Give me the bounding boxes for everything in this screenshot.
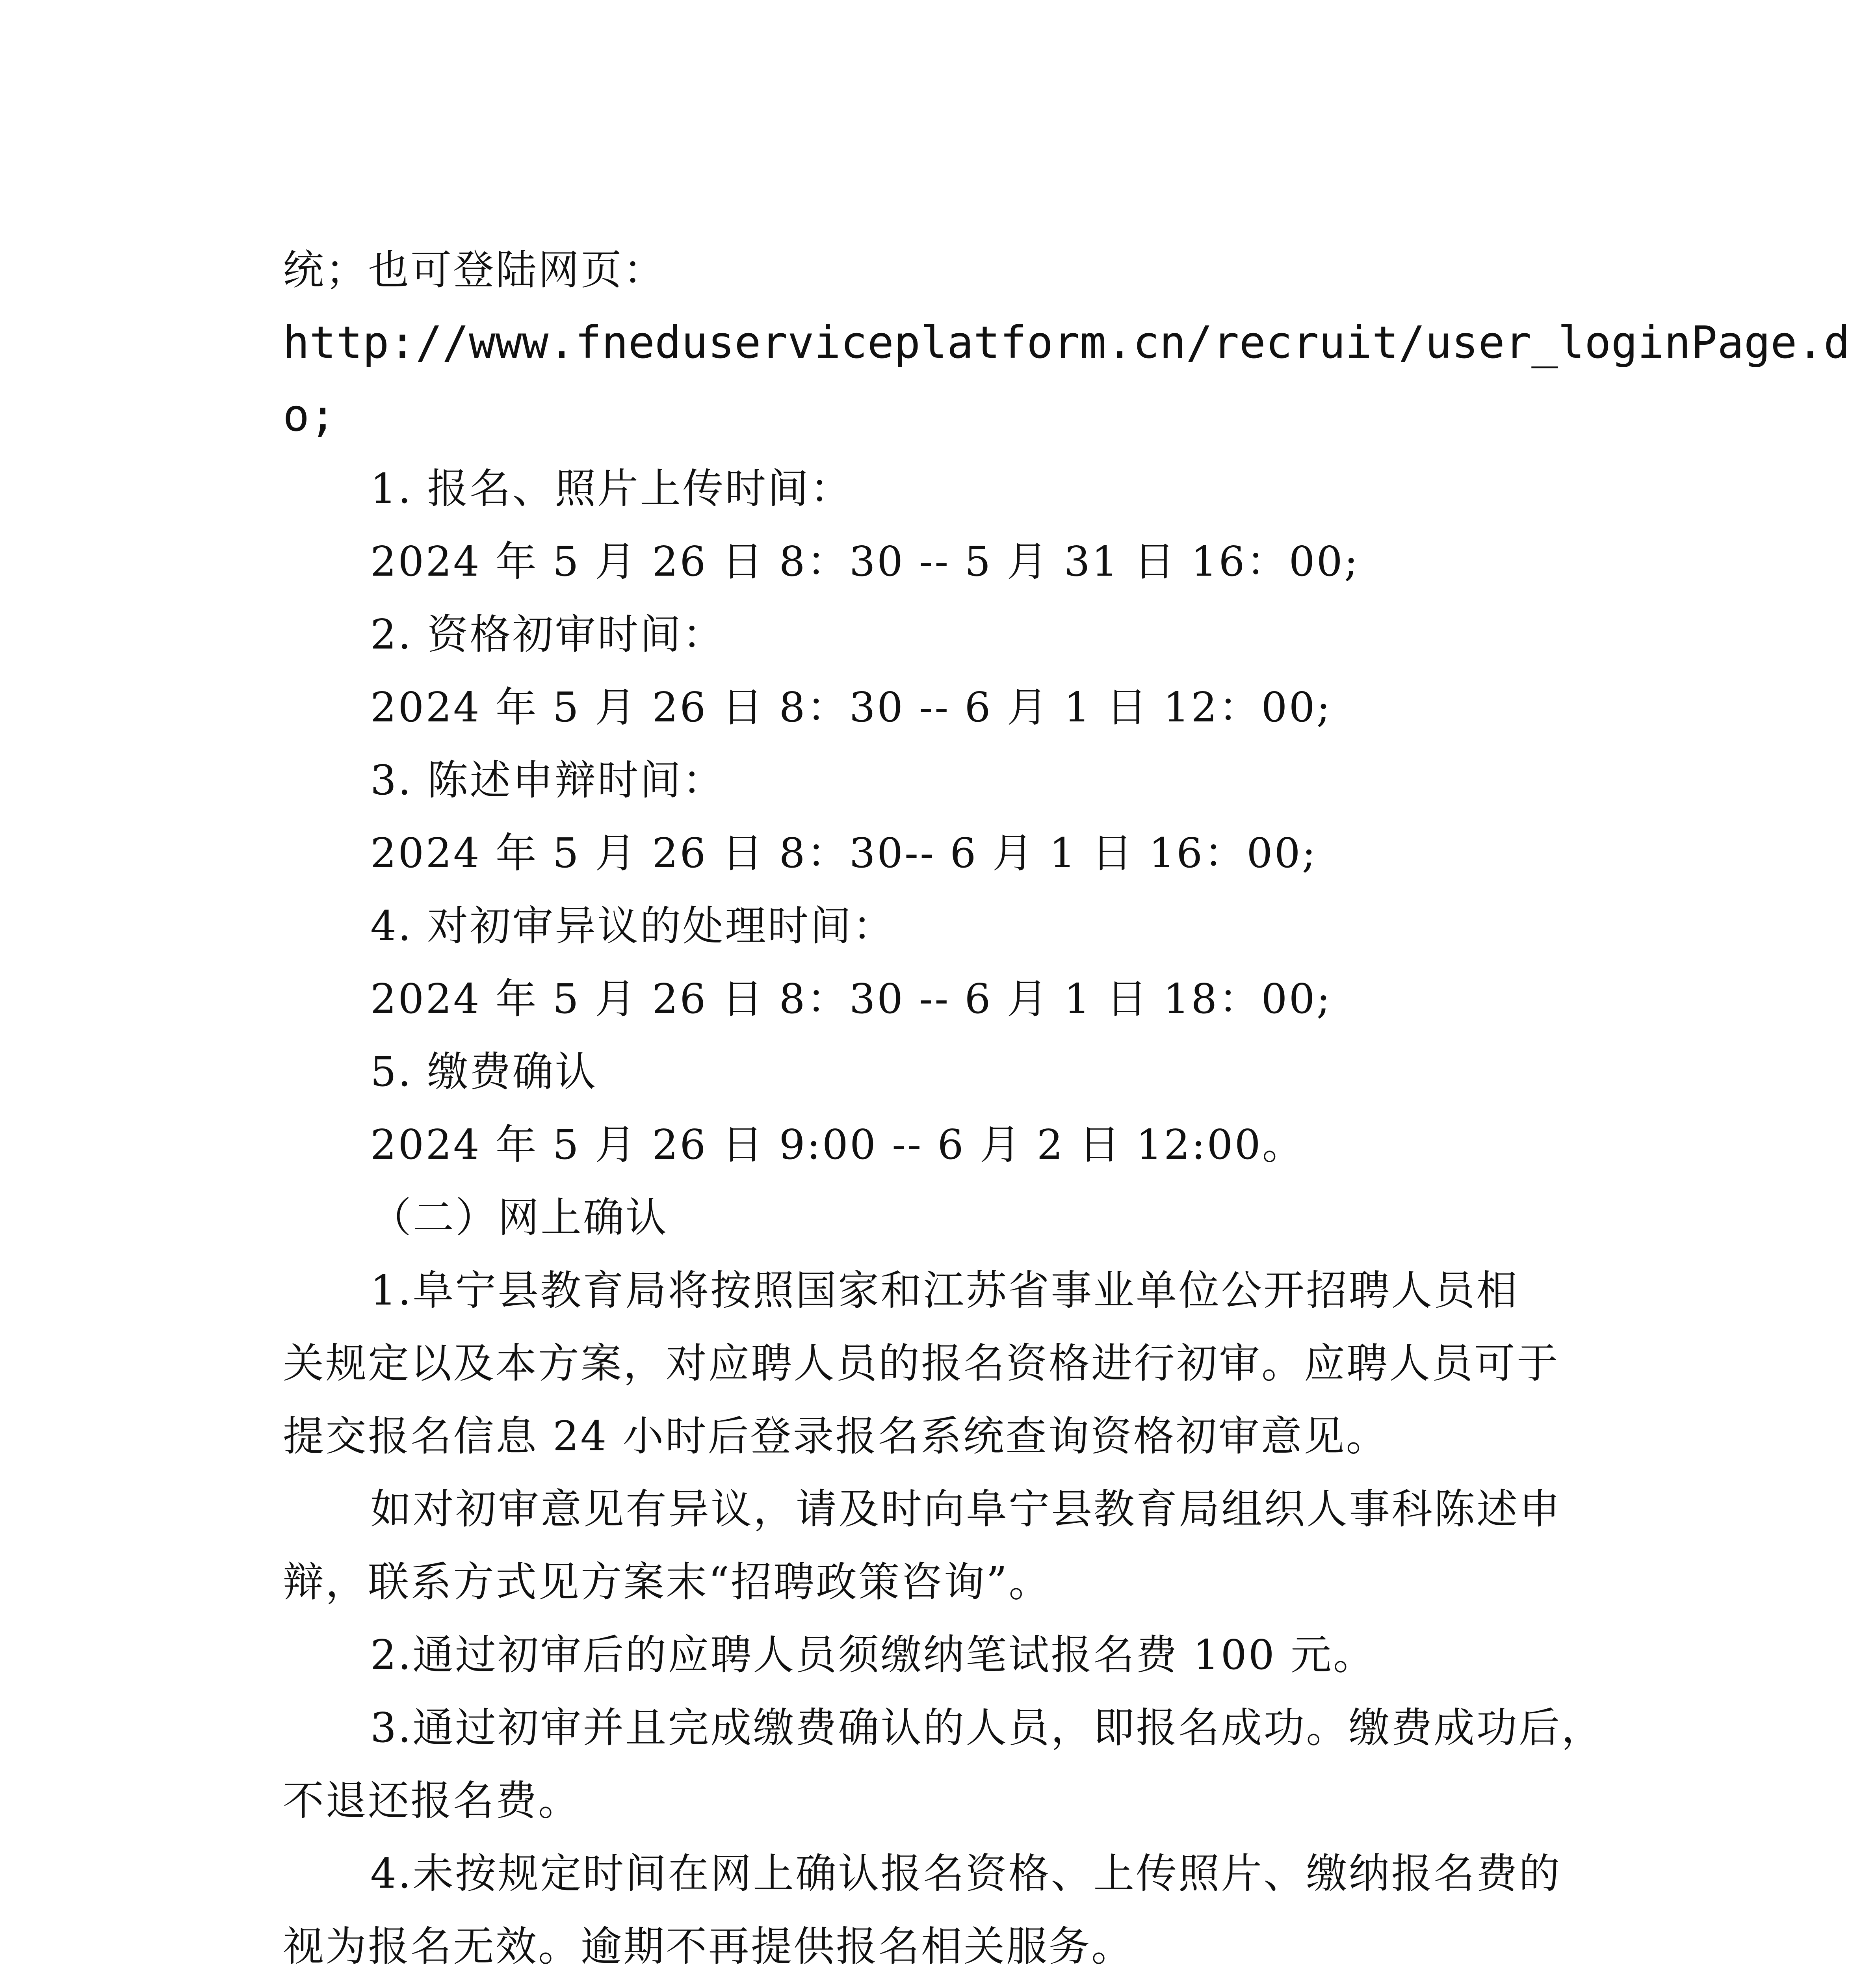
paragraph-line: 3.通过初审并且完成缴费确认的人员，即报名成功。缴费成功后，: [370, 1704, 1604, 1752]
paragraph-line: 1.阜宁县教育局将按照国家和江苏省事业单位公开招聘人员相: [370, 1266, 1519, 1314]
paragraph-line: 不退还报名费。: [283, 1777, 581, 1825]
schedule-time-5: 2024 年 5 月 26 日 9:00 -- 6 月 2 日 12:00。: [370, 1121, 1305, 1169]
paragraph-line: 4.未按规定时间在网上确认报名资格、上传照片、缴纳报名费的: [370, 1849, 1562, 1898]
schedule-item-4: 4. 对初审异议的处理时间：: [370, 902, 895, 950]
schedule-item-3: 3. 陈述申辩时间：: [370, 756, 725, 804]
section-heading-2: （二）网上确认: [370, 1193, 669, 1241]
schedule-time-4: 2024 年 5 月 26 日 8：30 -- 6 月 1 日 18：00;: [370, 975, 1332, 1023]
paragraph-line: 2.通过初审后的应聘人员须缴纳笔试报名费 100 元。: [370, 1631, 1376, 1679]
paragraph-line: 关规定以及本方案，对应聘人员的报名资格进行初审。应聘人员可于: [283, 1339, 1560, 1387]
schedule-time-1: 2024 年 5 月 26 日 8：30 -- 5 月 31 日 16：00;: [370, 537, 1360, 585]
paragraph-line: 辩，联系方式见方案末“招聘政策咨询”。: [283, 1558, 1051, 1606]
schedule-item-2: 2. 资格初审时间：: [370, 610, 725, 658]
paragraph-line: 提交报名信息 24 小时后登录报名系统查询资格初审意见。: [283, 1412, 1389, 1460]
schedule-item-1: 1. 报名、照片上传时间：: [370, 465, 853, 513]
url-line-2: o;: [283, 390, 336, 441]
paragraph-line: 视为报名无效。逾期不再提供报名相关服务。: [283, 1922, 1134, 1970]
schedule-time-3: 2024 年 5 月 26 日 8：30-- 6 月 1 日 16：00;: [370, 829, 1317, 877]
schedule-time-2: 2024 年 5 月 26 日 8：30 -- 6 月 1 日 12：00;: [370, 683, 1332, 731]
paragraph-line: 如对初审意见有异议，请及时向阜宁县教育局组织人事科陈述申: [370, 1485, 1562, 1533]
schedule-item-5: 5. 缴费确认: [370, 1048, 598, 1096]
text-line-1: 统；也可登陆网页：: [283, 246, 666, 294]
url-line-1: http://www.fneduserviceplatform.cn/recruit/user_loginPage.d: [283, 317, 1850, 368]
